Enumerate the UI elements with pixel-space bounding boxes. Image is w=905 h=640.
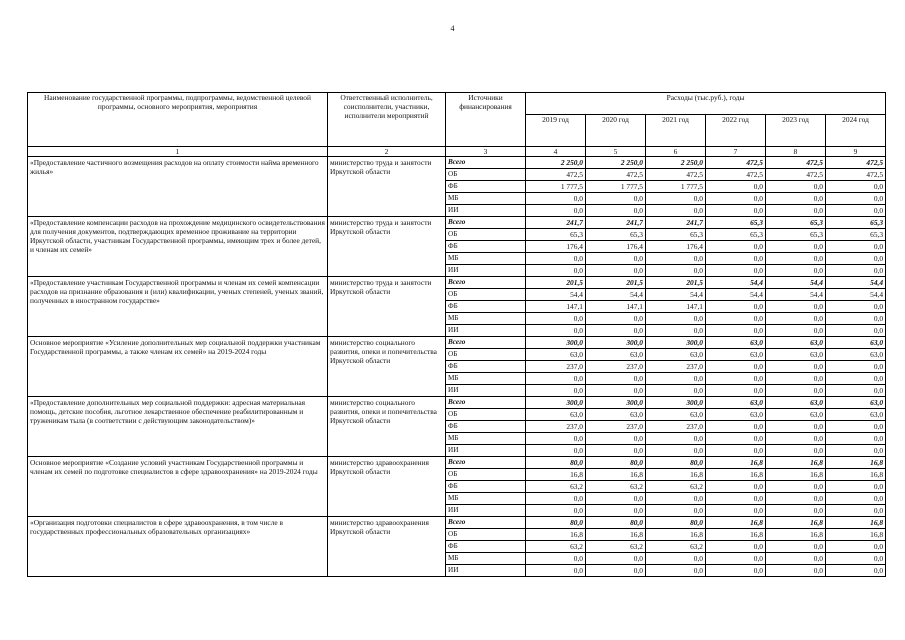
expense-value: 63,0 xyxy=(526,409,586,421)
expense-value: 0,0 xyxy=(646,553,706,565)
expense-value: 16,8 xyxy=(766,457,826,469)
expense-value: 300,0 xyxy=(646,337,706,349)
expense-value: 0,0 xyxy=(826,253,886,265)
expense-value: 147,1 xyxy=(526,301,586,313)
expense-value: 1 777,5 xyxy=(586,181,646,193)
expense-value: 0,0 xyxy=(526,193,586,205)
expense-value: 0,0 xyxy=(526,385,586,397)
expense-value: 176,4 xyxy=(586,241,646,253)
expense-value: 54,4 xyxy=(766,289,826,301)
expense-value: 300,0 xyxy=(526,397,586,409)
funding-source: ИИ xyxy=(446,265,526,277)
funding-source: ИИ xyxy=(446,445,526,457)
expense-value: 472,5 xyxy=(526,169,586,181)
expense-value: 0,0 xyxy=(526,505,586,517)
expense-value: 16,8 xyxy=(646,469,706,481)
expense-value: 0,0 xyxy=(826,205,886,217)
expense-value: 63,0 xyxy=(526,349,586,361)
expense-value: 0,0 xyxy=(826,193,886,205)
expense-value: 0,0 xyxy=(706,433,766,445)
expense-value: 63,0 xyxy=(586,409,646,421)
expense-value: 63,0 xyxy=(586,349,646,361)
funding-source: ФБ xyxy=(446,301,526,313)
expense-value: 147,1 xyxy=(646,301,706,313)
funding-source: ОБ xyxy=(446,409,526,421)
expense-value: 0,0 xyxy=(766,481,826,493)
expense-value: 0,0 xyxy=(526,493,586,505)
expense-value: 16,8 xyxy=(706,457,766,469)
expense-value: 241,7 xyxy=(526,217,586,229)
expense-value: 300,0 xyxy=(586,337,646,349)
expense-value: 0,0 xyxy=(826,433,886,445)
expense-value: 54,4 xyxy=(706,277,766,289)
expense-value: 16,8 xyxy=(586,469,646,481)
funding-source: Всего xyxy=(446,337,526,349)
expense-value: 0,0 xyxy=(766,205,826,217)
expense-value: 0,0 xyxy=(706,421,766,433)
expense-value: 54,4 xyxy=(586,289,646,301)
expense-value: 0,0 xyxy=(526,433,586,445)
expense-value: 0,0 xyxy=(826,481,886,493)
expense-value: 65,3 xyxy=(766,229,826,241)
expense-value: 65,3 xyxy=(826,229,886,241)
expense-value: 0,0 xyxy=(646,265,706,277)
funding-source: МБ xyxy=(446,553,526,565)
expense-value: 0,0 xyxy=(646,445,706,457)
funding-source: ФБ xyxy=(446,361,526,373)
expense-value: 0,0 xyxy=(766,241,826,253)
expense-value: 63,0 xyxy=(826,349,886,361)
expense-value: 16,8 xyxy=(706,517,766,529)
expense-value: 201,5 xyxy=(586,277,646,289)
expense-value: 0,0 xyxy=(706,493,766,505)
expense-value: 0,0 xyxy=(826,313,886,325)
expense-value: 65,3 xyxy=(826,217,886,229)
expense-value: 0,0 xyxy=(766,265,826,277)
expense-value: 0,0 xyxy=(646,385,706,397)
expense-value: 16,8 xyxy=(766,517,826,529)
expense-value: 0,0 xyxy=(646,505,706,517)
expense-value: 0,0 xyxy=(646,565,706,577)
expense-value: 0,0 xyxy=(706,481,766,493)
expense-value: 0,0 xyxy=(826,505,886,517)
expense-value: 63,0 xyxy=(706,397,766,409)
expense-value: 0,0 xyxy=(646,193,706,205)
column-number: 5 xyxy=(586,147,646,157)
expense-value: 0,0 xyxy=(586,205,646,217)
funding-source: ФБ xyxy=(446,541,526,553)
expense-value: 16,8 xyxy=(646,529,706,541)
expense-value: 0,0 xyxy=(526,205,586,217)
expense-value: 0,0 xyxy=(526,325,586,337)
expense-value: 0,0 xyxy=(586,553,646,565)
funding-source: Всего xyxy=(446,277,526,289)
expense-value: 472,5 xyxy=(826,169,886,181)
expense-value: 0,0 xyxy=(766,313,826,325)
expense-value: 16,8 xyxy=(826,457,886,469)
expense-value: 0,0 xyxy=(766,253,826,265)
expense-value: 0,0 xyxy=(766,421,826,433)
expense-value: 80,0 xyxy=(526,457,586,469)
expense-value: 0,0 xyxy=(706,193,766,205)
responsible-executor: министерство труда и занятости Иркутской области xyxy=(328,277,446,337)
expense-value: 63,0 xyxy=(646,409,706,421)
funding-source: ИИ xyxy=(446,325,526,337)
responsible-executor: министерство социального развития, опеки и попечительства Иркутской области xyxy=(328,397,446,457)
expense-value: 63,2 xyxy=(646,481,706,493)
expense-value: 16,8 xyxy=(766,469,826,481)
funding-source: ФБ xyxy=(446,421,526,433)
expense-value: 241,7 xyxy=(586,217,646,229)
expense-value: 54,4 xyxy=(826,289,886,301)
funding-source: ИИ xyxy=(446,565,526,577)
expense-value: 0,0 xyxy=(706,505,766,517)
responsible-executor: министерство здравоохранения Иркутской области xyxy=(328,457,446,517)
expense-value: 0,0 xyxy=(586,565,646,577)
expense-value: 201,5 xyxy=(646,277,706,289)
expense-value: 0,0 xyxy=(766,553,826,565)
funding-source: ИИ xyxy=(446,505,526,517)
expense-value: 0,0 xyxy=(826,541,886,553)
expense-value: 0,0 xyxy=(766,505,826,517)
expense-value: 237,0 xyxy=(526,421,586,433)
expense-value: 63,0 xyxy=(706,409,766,421)
expense-value: 0,0 xyxy=(706,565,766,577)
expense-value: 0,0 xyxy=(646,373,706,385)
expense-value: 80,0 xyxy=(586,457,646,469)
expense-value: 472,5 xyxy=(706,169,766,181)
expense-value: 472,5 xyxy=(766,169,826,181)
expense-value: 0,0 xyxy=(526,565,586,577)
budget-table xyxy=(27,92,886,577)
expense-value: 63,0 xyxy=(826,397,886,409)
expense-value: 0,0 xyxy=(706,373,766,385)
expense-value: 54,4 xyxy=(646,289,706,301)
funding-source: ОБ xyxy=(446,289,526,301)
expense-value: 16,8 xyxy=(526,469,586,481)
expense-value: 63,2 xyxy=(586,541,646,553)
expense-value: 0,0 xyxy=(586,313,646,325)
expense-value: 63,0 xyxy=(826,337,886,349)
expense-value: 63,0 xyxy=(766,397,826,409)
expense-value: 0,0 xyxy=(706,265,766,277)
expense-value: 16,8 xyxy=(826,529,886,541)
column-number: 6 xyxy=(646,147,706,157)
expense-value: 0,0 xyxy=(706,541,766,553)
funding-source: МБ xyxy=(446,493,526,505)
activity-name: «Предоставление частичного возмещения расходов на оплату стоимости найма временного жилья» xyxy=(28,157,328,217)
table-row xyxy=(28,157,886,169)
expense-value: 63,2 xyxy=(526,481,586,493)
expense-value: 0,0 xyxy=(766,193,826,205)
expense-value: 16,8 xyxy=(526,529,586,541)
header-name: Наименование государственной программы, подпрограммы, ведомственной целевой программы, основного мероприятия, мероприятия xyxy=(28,93,328,147)
expense-value: 0,0 xyxy=(526,553,586,565)
table-row xyxy=(28,457,886,469)
expense-value: 0,0 xyxy=(826,373,886,385)
expense-value: 0,0 xyxy=(706,181,766,193)
expense-value: 2 250,0 xyxy=(586,157,646,169)
expense-value: 472,5 xyxy=(586,169,646,181)
header-source: Источники финансирования xyxy=(446,93,526,147)
funding-source: ФБ xyxy=(446,481,526,493)
expense-value: 16,8 xyxy=(706,529,766,541)
expense-value: 54,4 xyxy=(706,289,766,301)
funding-source: Всего xyxy=(446,157,526,169)
expense-value: 0,0 xyxy=(526,445,586,457)
expense-value: 0,0 xyxy=(826,445,886,457)
expense-value: 0,0 xyxy=(706,325,766,337)
expense-value: 0,0 xyxy=(826,301,886,313)
header-executor: Ответственный исполнитель, соисполнители, участники, исполнители мероприятий xyxy=(328,93,446,147)
funding-source: ОБ xyxy=(446,469,526,481)
expense-value: 0,0 xyxy=(826,421,886,433)
expense-value: 16,8 xyxy=(826,517,886,529)
column-number-row xyxy=(28,147,886,157)
expense-value: 0,0 xyxy=(706,205,766,217)
expense-value: 2 250,0 xyxy=(526,157,586,169)
header-expenses: Расходы (тыс.руб.), годы xyxy=(526,93,886,115)
expense-value: 63,0 xyxy=(766,337,826,349)
expense-value: 147,1 xyxy=(586,301,646,313)
expense-value: 0,0 xyxy=(586,373,646,385)
expense-value: 63,2 xyxy=(646,541,706,553)
funding-source: Всего xyxy=(446,457,526,469)
expense-value: 0,0 xyxy=(646,325,706,337)
expense-value: 54,4 xyxy=(766,277,826,289)
expense-value: 0,0 xyxy=(826,241,886,253)
expense-value: 0,0 xyxy=(766,541,826,553)
expense-value: 0,0 xyxy=(706,253,766,265)
expense-value: 0,0 xyxy=(646,493,706,505)
funding-source: ФБ xyxy=(446,241,526,253)
expense-value: 472,5 xyxy=(706,157,766,169)
expense-value: 0,0 xyxy=(826,565,886,577)
activity-name: «Предоставление дополнительных мер социальной поддержки: адресная материальная помощь, детские пособия, льготное лекарственное обеспечение реабилитированным и труженикам тыла (в соответствии с действующим законодательством)» xyxy=(28,397,328,457)
table-row xyxy=(28,217,886,229)
column-number: 8 xyxy=(766,147,826,157)
expense-value: 54,4 xyxy=(526,289,586,301)
expense-value: 0,0 xyxy=(826,553,886,565)
expense-value: 0,0 xyxy=(766,445,826,457)
activity-name: «Организация подготовки специалистов в сфере здравоохранения, в том числе в государственных профессиональных образовательных организациях» xyxy=(28,517,328,577)
expense-value: 0,0 xyxy=(766,361,826,373)
table-header xyxy=(28,93,886,157)
table-row xyxy=(28,397,886,409)
expense-value: 0,0 xyxy=(706,241,766,253)
funding-source: МБ xyxy=(446,253,526,265)
funding-source: ОБ xyxy=(446,349,526,361)
funding-source: Всего xyxy=(446,397,526,409)
header-year: 2019 год xyxy=(526,115,586,147)
expense-value: 0,0 xyxy=(706,553,766,565)
expense-value: 201,5 xyxy=(526,277,586,289)
funding-source: ИИ xyxy=(446,385,526,397)
expense-value: 0,0 xyxy=(706,313,766,325)
page-number: 4 xyxy=(450,24,455,33)
expense-value: 0,0 xyxy=(586,445,646,457)
header-year: 2021 год xyxy=(646,115,706,147)
expense-value: 0,0 xyxy=(766,493,826,505)
expense-value: 0,0 xyxy=(586,385,646,397)
expense-value: 472,5 xyxy=(646,169,706,181)
expense-value: 237,0 xyxy=(646,421,706,433)
expense-value: 0,0 xyxy=(826,361,886,373)
expense-value: 300,0 xyxy=(646,397,706,409)
expense-value: 54,4 xyxy=(826,277,886,289)
expense-value: 0,0 xyxy=(586,505,646,517)
expense-value: 65,3 xyxy=(526,229,586,241)
header-year: 2020 год xyxy=(586,115,646,147)
expense-value: 237,0 xyxy=(526,361,586,373)
funding-source: МБ xyxy=(446,373,526,385)
expense-value: 0,0 xyxy=(766,385,826,397)
responsible-executor: министерство труда и занятости Иркутской области xyxy=(328,157,446,217)
funding-source: Всего xyxy=(446,517,526,529)
expense-value: 0,0 xyxy=(526,265,586,277)
activity-name: Основное мероприятие «Создание условий участникам Государственной программы и членам их семей по подготовке специалистов в сфере здравоохранения» на 2019-2024 годы xyxy=(28,457,328,517)
activity-name: «Предоставление компенсации расходов на прохождение медицинского освидетельствования для получения документов, подтверждающих временное проживание на территории Иркутской области, участникам Государственной программы, имеющим трех и более детей, и членам их семей» xyxy=(28,217,328,277)
table-row xyxy=(28,517,886,529)
expense-value: 176,4 xyxy=(526,241,586,253)
responsible-executor: министерство здравоохранения Иркутской области xyxy=(328,517,446,577)
expense-value: 241,7 xyxy=(646,217,706,229)
expense-value: 63,0 xyxy=(766,349,826,361)
expense-value: 0,0 xyxy=(586,193,646,205)
column-number: 1 xyxy=(28,147,328,157)
expense-value: 0,0 xyxy=(706,445,766,457)
expense-value: 176,4 xyxy=(646,241,706,253)
expense-value: 0,0 xyxy=(706,301,766,313)
header-year: 2024 год xyxy=(826,115,886,147)
expense-value: 80,0 xyxy=(526,517,586,529)
expense-value: 63,2 xyxy=(586,481,646,493)
funding-source: МБ xyxy=(446,313,526,325)
funding-source: ФБ xyxy=(446,181,526,193)
funding-source: ОБ xyxy=(446,169,526,181)
table-row xyxy=(28,337,886,349)
expense-value: 65,3 xyxy=(766,217,826,229)
expense-value: 237,0 xyxy=(586,361,646,373)
expense-value: 1 777,5 xyxy=(646,181,706,193)
activity-name: Основное мероприятие «Усиление дополнительных мер социальной поддержки участникам Государственной программы, а также членам их семей» на 2019-2024 годы xyxy=(28,337,328,397)
expense-value: 80,0 xyxy=(586,517,646,529)
table-row xyxy=(28,277,886,289)
expense-value: 0,0 xyxy=(766,325,826,337)
table-body xyxy=(28,157,886,577)
expense-value: 63,0 xyxy=(706,337,766,349)
expense-value: 0,0 xyxy=(826,493,886,505)
expense-value: 63,0 xyxy=(706,349,766,361)
expense-value: 63,0 xyxy=(826,409,886,421)
funding-source: МБ xyxy=(446,193,526,205)
expense-value: 63,2 xyxy=(526,541,586,553)
expense-value: 0,0 xyxy=(766,565,826,577)
funding-source: Всего xyxy=(446,217,526,229)
expense-value: 0,0 xyxy=(586,253,646,265)
column-number: 7 xyxy=(706,147,766,157)
expense-value: 16,8 xyxy=(766,529,826,541)
expense-value: 16,8 xyxy=(706,469,766,481)
expense-value: 0,0 xyxy=(646,253,706,265)
expense-value: 0,0 xyxy=(526,253,586,265)
column-number: 4 xyxy=(526,147,586,157)
expense-value: 65,3 xyxy=(586,229,646,241)
expense-value: 300,0 xyxy=(526,337,586,349)
expense-value: 2 250,0 xyxy=(646,157,706,169)
expense-value: 0,0 xyxy=(826,181,886,193)
expense-value: 0,0 xyxy=(586,493,646,505)
expense-value: 63,0 xyxy=(646,349,706,361)
header-year: 2023 год xyxy=(766,115,826,147)
responsible-executor: министерство социального развития, опеки и попечительства Иркутской области xyxy=(328,337,446,397)
expense-value: 0,0 xyxy=(826,385,886,397)
expense-value: 0,0 xyxy=(706,385,766,397)
expense-value: 16,8 xyxy=(586,529,646,541)
funding-source: МБ xyxy=(446,433,526,445)
funding-source: ИИ xyxy=(446,205,526,217)
expense-value: 0,0 xyxy=(766,301,826,313)
expense-value: 63,0 xyxy=(766,409,826,421)
expense-value: 80,0 xyxy=(646,457,706,469)
column-number: 3 xyxy=(446,147,526,157)
column-number: 9 xyxy=(826,147,886,157)
expense-value: 0,0 xyxy=(766,433,826,445)
expense-value: 80,0 xyxy=(646,517,706,529)
expense-value: 0,0 xyxy=(526,373,586,385)
expense-value: 0,0 xyxy=(826,265,886,277)
expense-value: 0,0 xyxy=(646,205,706,217)
expense-value: 237,0 xyxy=(586,421,646,433)
expense-value: 0,0 xyxy=(526,313,586,325)
expense-value: 0,0 xyxy=(706,361,766,373)
column-number: 2 xyxy=(328,147,446,157)
expense-value: 65,3 xyxy=(706,217,766,229)
expense-value: 65,3 xyxy=(646,229,706,241)
activity-name: «Предоставление участникам Государственной программы и членам их семей компенсации расходов на признание образования и (или) квалификации, ученых степеней, ученых званий, полученных в иностранном государстве» xyxy=(28,277,328,337)
expense-value: 0,0 xyxy=(586,325,646,337)
expense-value: 0,0 xyxy=(766,373,826,385)
expense-value: 65,3 xyxy=(706,229,766,241)
funding-source: ОБ xyxy=(446,229,526,241)
expense-value: 1 777,5 xyxy=(526,181,586,193)
expense-value: 16,8 xyxy=(826,469,886,481)
funding-source: ОБ xyxy=(446,529,526,541)
expense-value: 0,0 xyxy=(586,265,646,277)
expense-value: 472,5 xyxy=(826,157,886,169)
expense-value: 237,0 xyxy=(646,361,706,373)
expense-value: 0,0 xyxy=(646,433,706,445)
expense-value: 0,0 xyxy=(766,181,826,193)
expense-value: 0,0 xyxy=(826,325,886,337)
expense-value: 0,0 xyxy=(586,433,646,445)
header-year: 2022 год xyxy=(706,115,766,147)
expense-value: 0,0 xyxy=(646,313,706,325)
expense-value: 300,0 xyxy=(586,397,646,409)
expense-value: 472,5 xyxy=(766,157,826,169)
responsible-executor: министерство труда и занятости Иркутской области xyxy=(328,217,446,277)
